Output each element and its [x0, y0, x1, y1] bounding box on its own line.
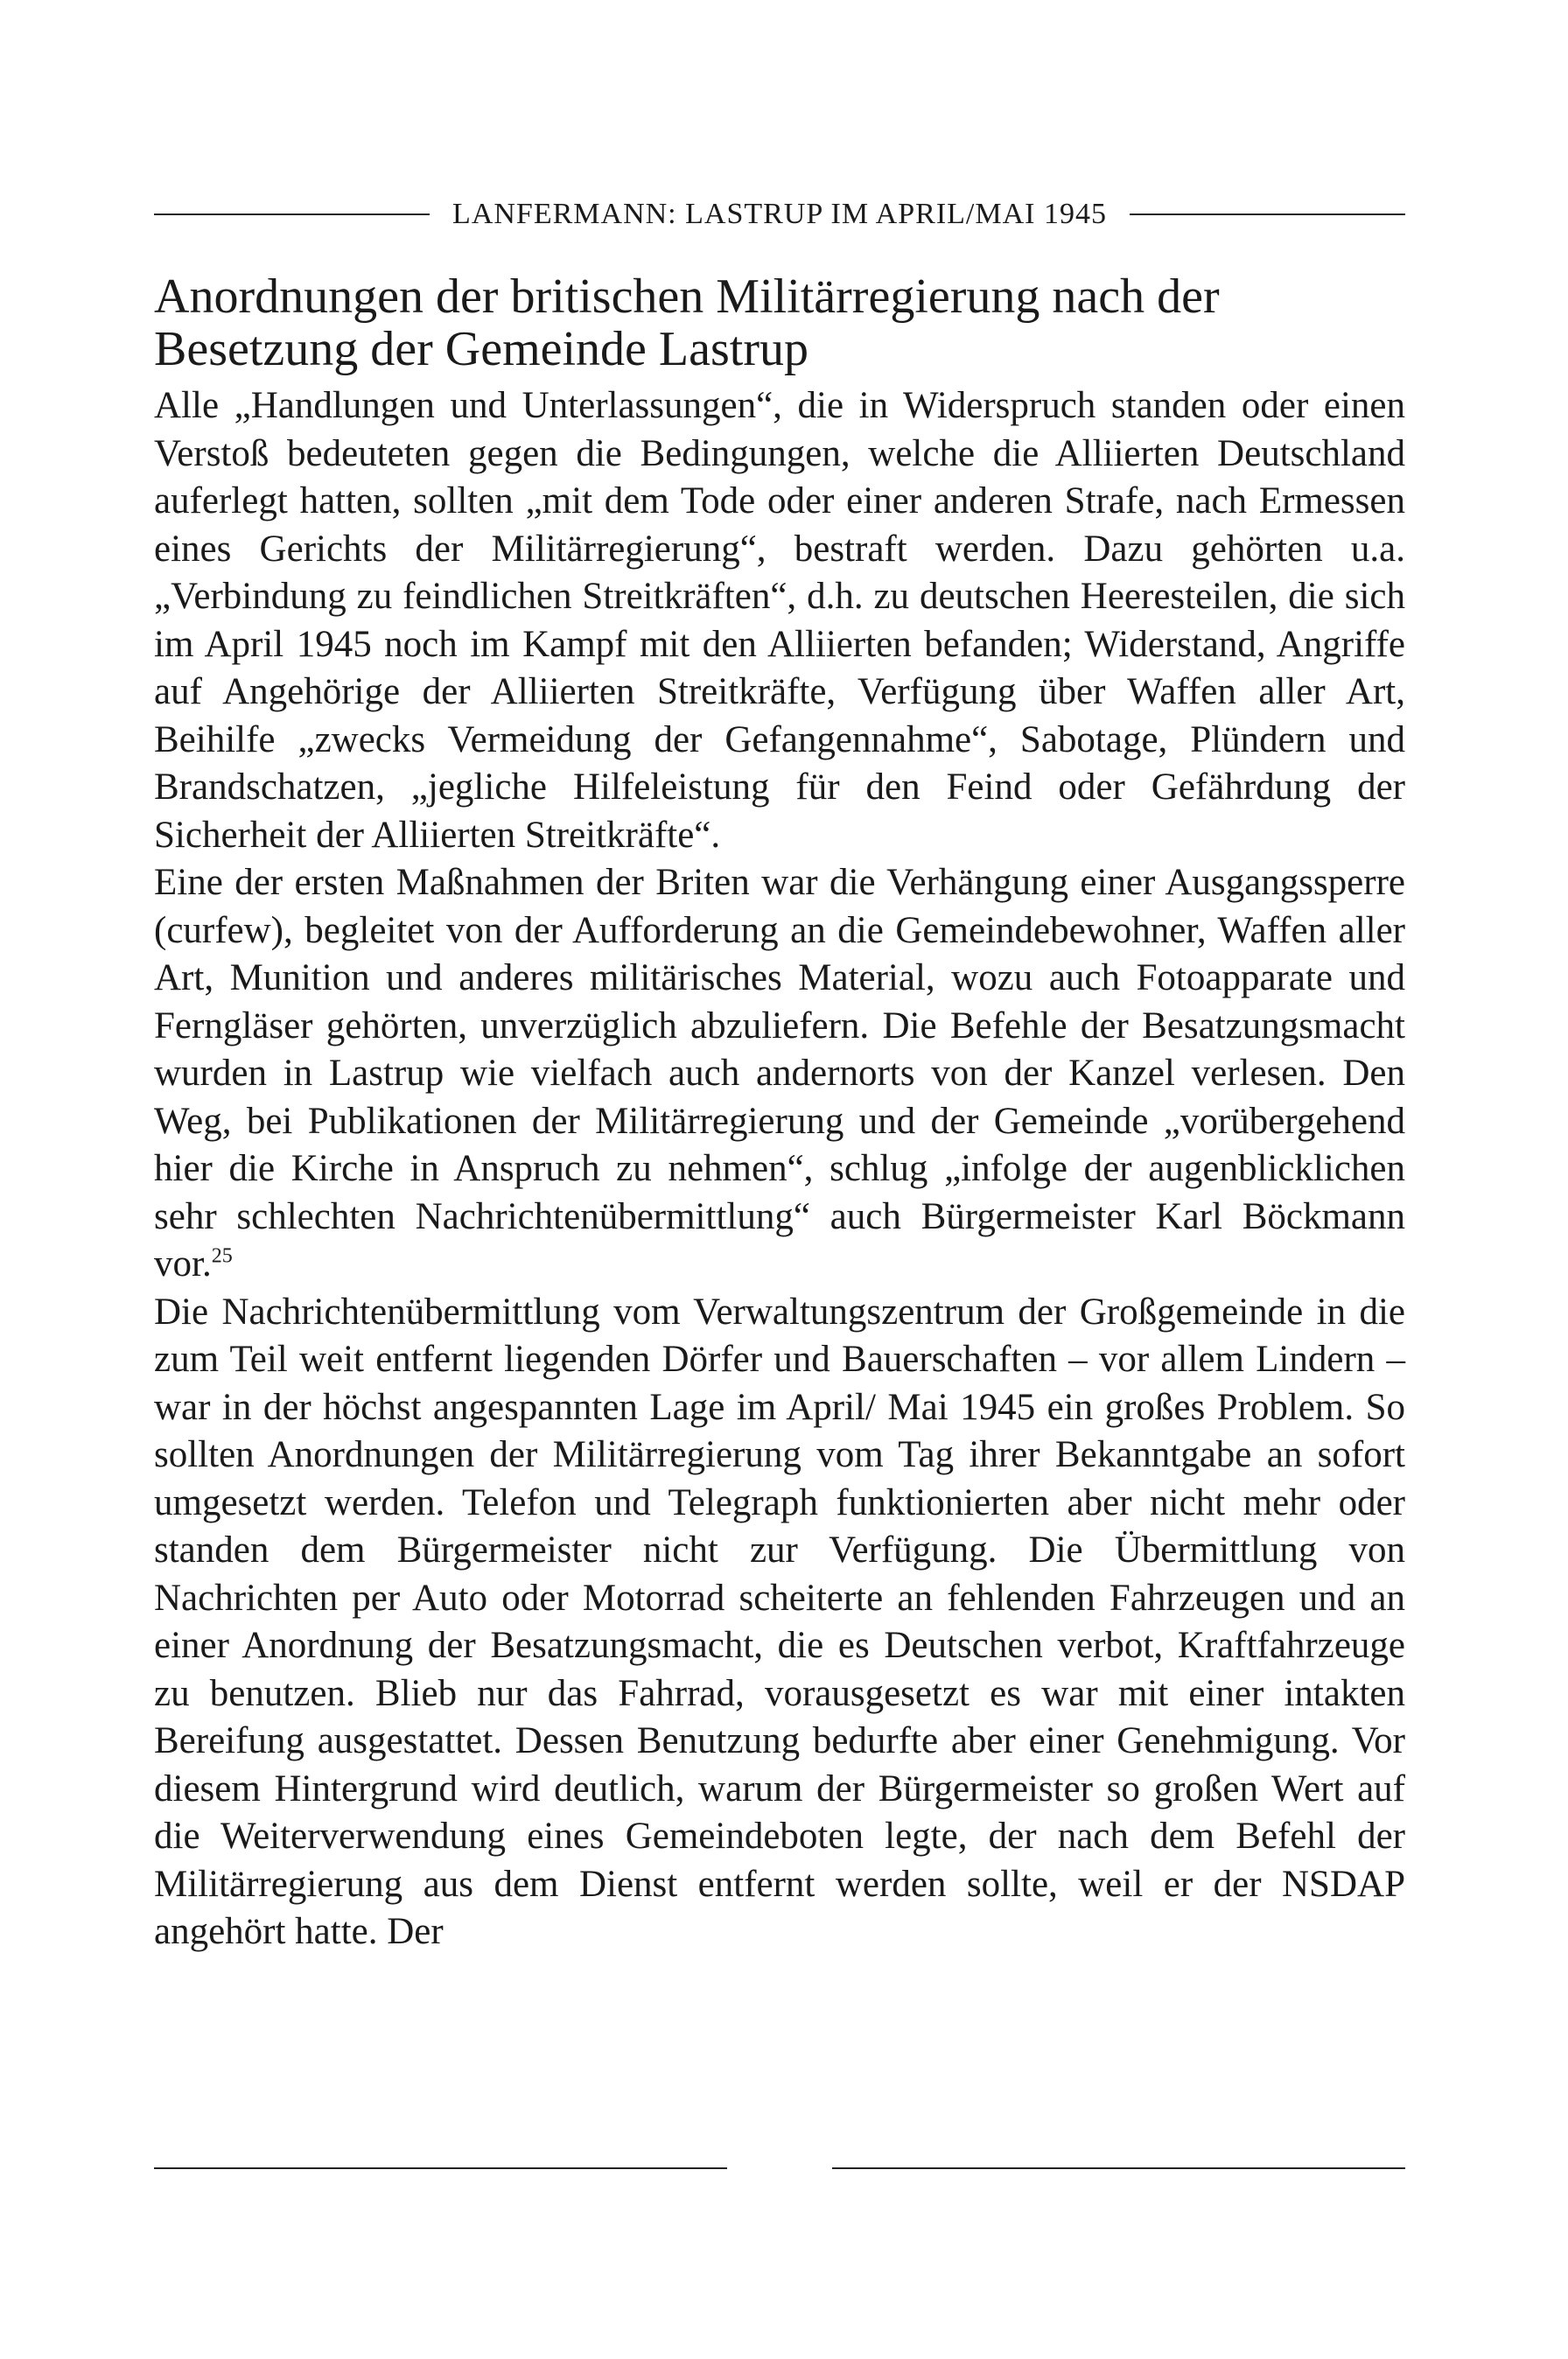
section-title: Anordnungen der britischen Militärregierung nach der Besetzung der Gemeinde Lastrup — [154, 270, 1220, 376]
body-text — [154, 382, 1405, 1956]
running-head-rule-left — [154, 214, 430, 215]
paragraph-3 — [154, 1289, 1405, 1956]
paragraph-2 — [154, 859, 1405, 1289]
running-head — [154, 179, 1405, 249]
paragraph-1 — [154, 382, 1405, 859]
paragraph-3-text: Die Nachrichtenübermittlung vom Verwaltungszentrum der Großgemeinde in die zum Teil weit entfernt liegenden Dörfer und Bauerschaften – vor allem Lindern – war in der höchst angespannten Lage im April/ Mai 1945 ein großes Problem. So sollten Anordnungen der Militärregierung vom Tag ihrer Bekanntgabe an sofort umgesetzt werden. Telefon und Telegraph funktionierten aber nicht mehr oder standen dem Bürgermeister nicht zur Verfügung. Die Übermittlung von Nachrichten per Auto oder Motorrad scheiterte an fehlenden Fahrzeugen und an einer Anordnung der Besatzungsmacht, die es Deutschen verbot, Kraftfahrzeuge zu benutzen. Blieb nur das Fahrrad, vorausgesetzt es war mit einer intakten Bereifung ausgestattet. Dessen Benutzung bedurfte aber einer Genehmigung. Vor diesem Hintergrund wird deutlich, warum der Bürgermeister so großen Wert auf die Weiterverwendung eines Gemeindeboten legte, der nach dem Befehl der Militärregierung aus dem Dienst entfernt werden sollte, weil er der NSDAP angehört hatte. Der — [154, 1291, 1405, 1952]
footer-rules — [154, 2155, 1405, 2181]
footer-rule-right — [832, 2167, 1405, 2169]
footer-rule-left — [154, 2167, 727, 2169]
document-page — [154, 179, 1405, 2262]
running-head-text: LANFERMANN: LASTRUP IM APRIL/MAI 1945 — [452, 198, 1107, 230]
paragraph-1-text: Alle „Handlungen und Unterlassungen“, die in Widerspruch standen oder einen Verstoß bedeuteten gegen die Bedingungen, welche die Alliierten Deutschland auferlegt hatten, sollten „mit dem Tode oder einer anderen Strafe, nach Ermessen eines Gerichts der Militärregierung“, bestraft werden. Dazu gehörten u.a. „Verbindung zu feindlichen Streitkräften“, d.h. zu deutschen Heeresteilen, die sich im April 1945 noch im Kampf mit den Alliierten befanden; Widerstand, Angriffe auf Angehörige der Alliierten Streitkräfte, Verfügung über Waffen aller Art, Beihilfe „zwecks Vermeidung der Gefangennahme“, Sabotage, Plündern und Brandschatzen, „jegliche Hilfeleistung für den Feind oder Gefährdung der Sicherheit der Alliierten Streitkräfte“. — [154, 385, 1405, 856]
footnote-marker[interactable]: 25 — [211, 1244, 233, 1268]
paragraph-2-text: Eine der ersten Maßnahmen der Briten war die Verhängung einer Ausgangssperre (curfew), begleitet von der Aufforderung an die Gemeindebewohner, Waffen aller Art, Munition und anderes militärisches Material, wozu auch Fotoapparate und Ferngläser gehörten, unverzüglich abzuliefern. Die Befehle der Besatzungsmacht wurden in Lastrup wie vielfach auch andernorts von der Kanzel verlesen. Den Weg, bei Publikationen der Militärregierung und der Gemeinde „vorübergehend hier die Kirche in Anspruch zu nehmen“, schlug „infolge der augenblicklichen sehr schlechten Nachrichtenübermittlung“ auch Bürgermeister Karl Böckmann vor. — [154, 862, 1405, 1284]
running-head-rule-right — [1130, 214, 1405, 215]
